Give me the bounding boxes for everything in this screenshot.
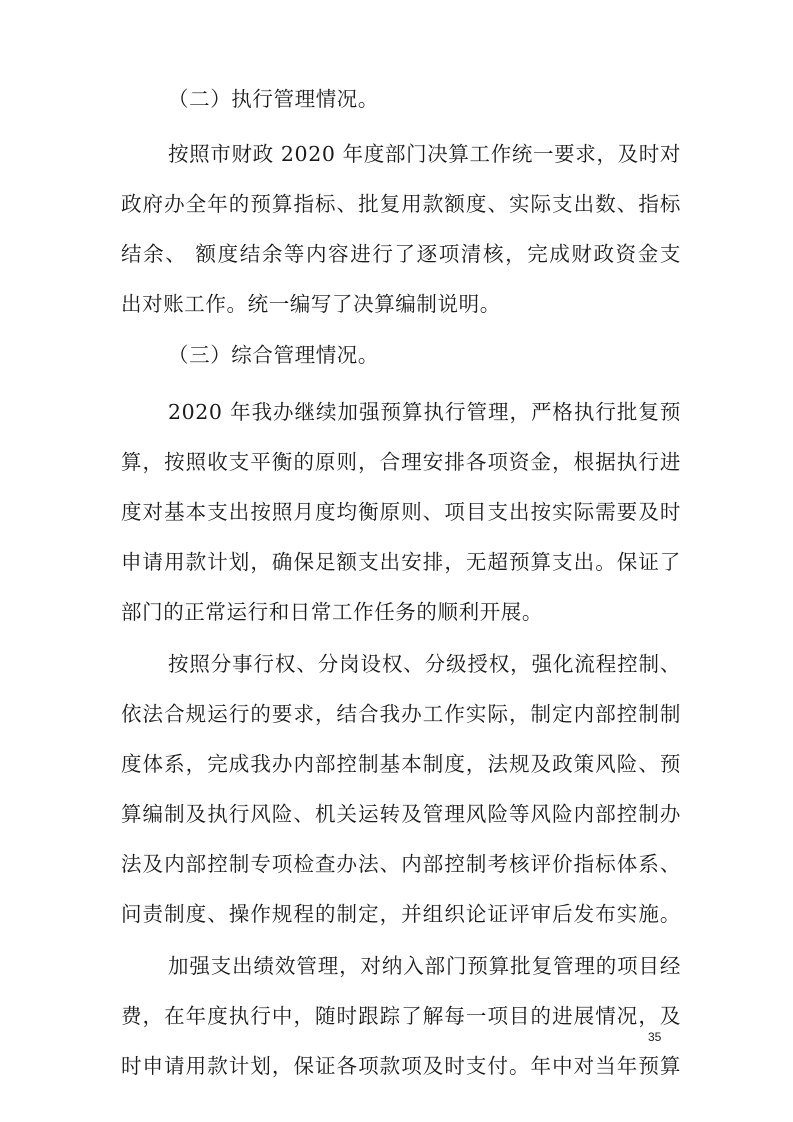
paragraph-line: 问责制度、操作规程的制定，并组织论证评审后发布实施。	[121, 902, 681, 926]
paragraph-line: 申请用款计划，确保足额支出安排，无超预算支出。保证了	[121, 550, 681, 574]
paragraph-line: 法及内部控制专项检查办法、内部控制考核评价指标体系、	[121, 852, 681, 876]
paragraph-line: 算，按照收支平衡的原则，合理安排各项资金，根据执行进	[121, 450, 681, 474]
paragraph-line: 算编制及执行风险、机关运转及管理风险等风险内部控制办	[121, 802, 681, 826]
paragraph-line: 部门的正常运行和日常工作任务的顺利开展。	[121, 600, 543, 624]
paragraph-line: 度体系，完成我办内部控制基本制度，法规及政策风险、预	[121, 752, 681, 776]
paragraph-line: 时申请用款计划，保证各项款项及时支付。年中对当年预算	[121, 1054, 681, 1078]
paragraph-line: 结余、 额度结余等内容进行了逐项清核，完成财政资金支	[121, 242, 681, 266]
paragraph-line: 按照市财政 2020 年度部门决算工作统一要求，及时对	[168, 142, 681, 166]
section-heading-comprehensive: （三）综合管理情况。	[168, 343, 379, 367]
section-heading-execution: （二）执行管理情况。	[168, 87, 379, 111]
paragraph-line: 度对基本支出按照月度均衡原则、项目支出按实际需要及时	[121, 500, 681, 524]
paragraph-line: 政府办全年的预算指标、批复用款额度、实际支出数、指标	[121, 192, 681, 216]
paragraph-line: 依法合规运行的要求，结合我办工作实际，制定内部控制制	[121, 702, 681, 726]
paragraph-line: 费，在年度执行中，随时跟踪了解每一项目的进展情况，及	[121, 1004, 681, 1028]
paragraph-line: 2020 年我办继续加强预算执行管理，严格执行批复预	[168, 400, 681, 424]
paragraph-line: 按照分事行权、分岗设权、分级授权，强化流程控制、	[168, 652, 681, 676]
page-number: 35	[648, 1030, 662, 1044]
paragraph-line: 出对账工作。统一编写了决算编制说明。	[121, 292, 501, 316]
paragraph-line: 加强支出绩效管理，对纳入部门预算批复管理的项目经	[168, 954, 681, 978]
